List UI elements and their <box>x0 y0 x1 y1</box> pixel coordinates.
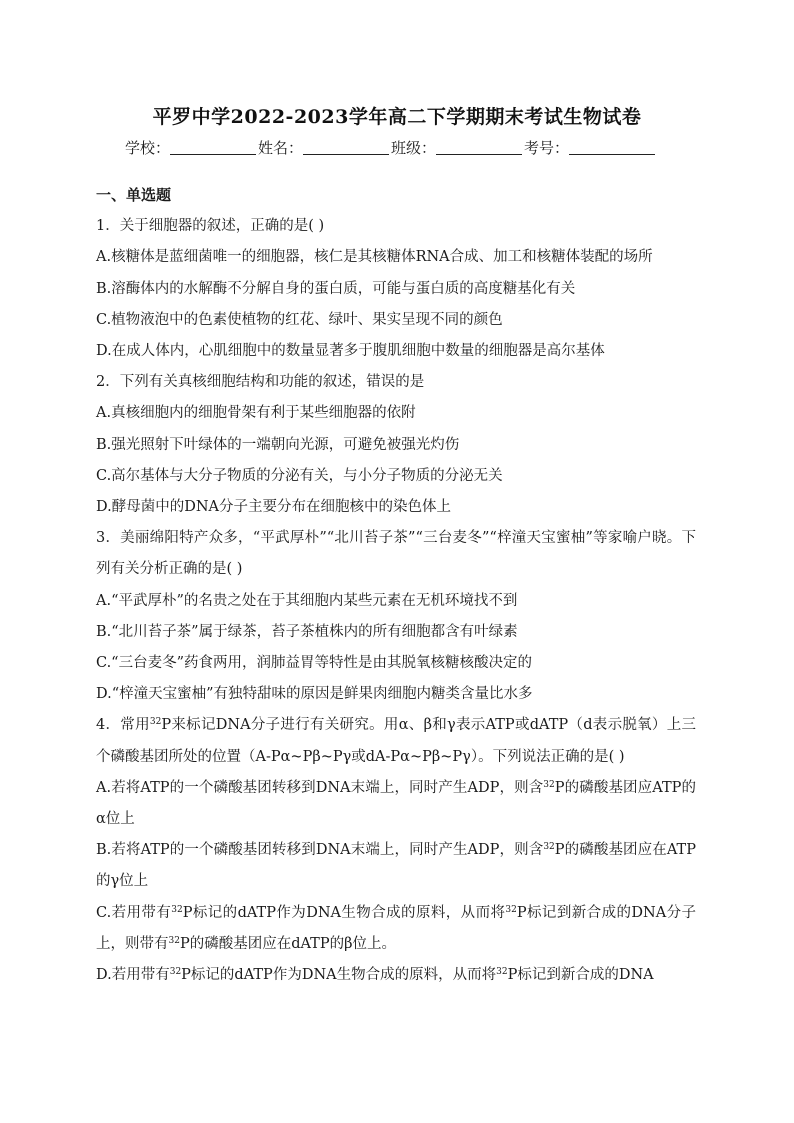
number-label: 考号： <box>524 139 570 157</box>
name-blank[interactable] <box>303 140 389 155</box>
school-blank[interactable] <box>170 140 256 155</box>
option-d <box>96 960 696 991</box>
question-stem: 3．美丽绵阳特产众多，“平武厚朴”“北川苔子茶”“三台麦冬”“梓潼天宝蜜柚”等家喻户晓。下列有关分析正确的是( ) <box>96 530 696 578</box>
option-c: C.“三台麦冬”药食两用，润肺益胃等特性是由其脱氧核糖核酸决定的 <box>96 655 533 672</box>
isotope-superscript: 32 <box>505 904 517 915</box>
question-stem: 1．关于细胞器的叙述，正确的是( ) <box>96 218 325 235</box>
option-a: A.真核细胞内的细胞骨架有利于某些细胞器的依附 <box>96 405 416 422</box>
question-4 <box>96 710 696 991</box>
option-text: A.若将ATP的一个磷酸基团转移到DNA末端上，同时产生ADP，则含 <box>96 779 544 796</box>
option-d: D.在成人体内，心肌细胞中的数量显著多于腹肌细胞中数量的细胞器是高尔基体 <box>96 343 605 360</box>
name-label: 姓名： <box>258 139 304 157</box>
isotope-superscript: 32 <box>171 904 183 915</box>
option-d: D.酵母菌中的DNA分子主要分布在细胞核中的染色体上 <box>96 499 452 516</box>
student-info-row <box>125 137 657 158</box>
stem-text: P来标记DNA分子进行有关研究。用α、β和γ表示ATP或dATP（d表示脱氧）上三个磷酸基团所处的位置（A-Pα~Pβ~Pγ或dA-Pα~Pβ~Pγ）。下列说法正确的是( ) <box>96 717 697 765</box>
option-text: P的磷酸基团应在dATP的β位上。 <box>179 935 396 952</box>
option-c: C.高尔基体与大分子物质的分泌有关，与小分子物质的分泌无关 <box>96 467 503 484</box>
isotope-superscript: 32 <box>168 935 180 946</box>
isotope-superscript: 32 <box>496 967 508 978</box>
option-text: B.若将ATP的一个磷酸基团转移到DNA末端上，同时产生ADP，则含 <box>96 842 544 859</box>
question-1 <box>96 211 696 367</box>
option-text: D.若用带有 <box>96 967 170 984</box>
option-a: A.“平武厚朴”的名贵之处在于其细胞内某些元素在无机环境找不到 <box>96 592 518 609</box>
class-label: 班级： <box>391 139 437 157</box>
option-b: B.“北川苔子茶”属于绿茶，苔子茶植株内的所有细胞都含有叶绿素 <box>96 623 518 640</box>
number-blank[interactable] <box>569 140 655 155</box>
option-b <box>96 835 696 897</box>
option-a <box>96 773 696 835</box>
stem-text: 4．常用 <box>96 717 150 734</box>
school-label: 学校： <box>125 139 171 157</box>
option-text: P标记的dATP作为DNA生物合成的原料，从而将 <box>181 967 497 984</box>
question-list <box>96 180 696 991</box>
isotope-superscript: 32 <box>149 717 162 728</box>
option-text: P的磷酸基团应在ATP的γ位上 <box>96 842 696 890</box>
isotope-superscript: 32 <box>543 779 555 790</box>
question-2 <box>96 367 696 523</box>
question-stem: 2．下列有关真核细胞结构和功能的叙述，错误的是 <box>96 374 425 391</box>
option-text: P标记到新合成的DNA分子上，则带有 <box>96 904 696 952</box>
option-a: A.核糖体是蓝细菌唯一的细胞器，核仁是其核糖体RNA合成、加工和核糖体装配的场所 <box>96 249 653 266</box>
option-c: C.植物液泡中的色素使植物的红花、绿叶、果实呈现不同的颜色 <box>96 311 503 328</box>
option-b: B.强光照射下叶绿体的一端朝向光源，可避免被强光灼伤 <box>96 436 460 453</box>
option-b: B.溶酶体内的水解酶不分解自身的蛋白质，可能与蛋白质的高度糖基化有关 <box>96 280 576 297</box>
option-text: P标记到新合成的DNA <box>507 967 654 984</box>
question-stem <box>96 710 696 772</box>
option-d: D.“梓潼天宝蜜柚”有独特甜味的原因是鲜果肉细胞内糖类含量比水多 <box>96 686 533 703</box>
option-text: C.若用带有 <box>96 904 172 921</box>
isotope-superscript: 32 <box>169 967 182 978</box>
class-blank[interactable] <box>436 140 522 155</box>
section-heading: 一、单选题 <box>96 186 172 204</box>
page-title: 平罗中学2022-2023学年高二下学期期末考试生物试卷 <box>152 106 642 128</box>
option-text: P的磷酸基团应ATP的α位上 <box>96 779 696 828</box>
option-c <box>96 898 696 960</box>
question-3 <box>96 523 696 710</box>
isotope-superscript: 32 <box>543 842 555 853</box>
option-text: P标记的dATP作为DNA生物合成的原料，从而将 <box>182 904 506 921</box>
